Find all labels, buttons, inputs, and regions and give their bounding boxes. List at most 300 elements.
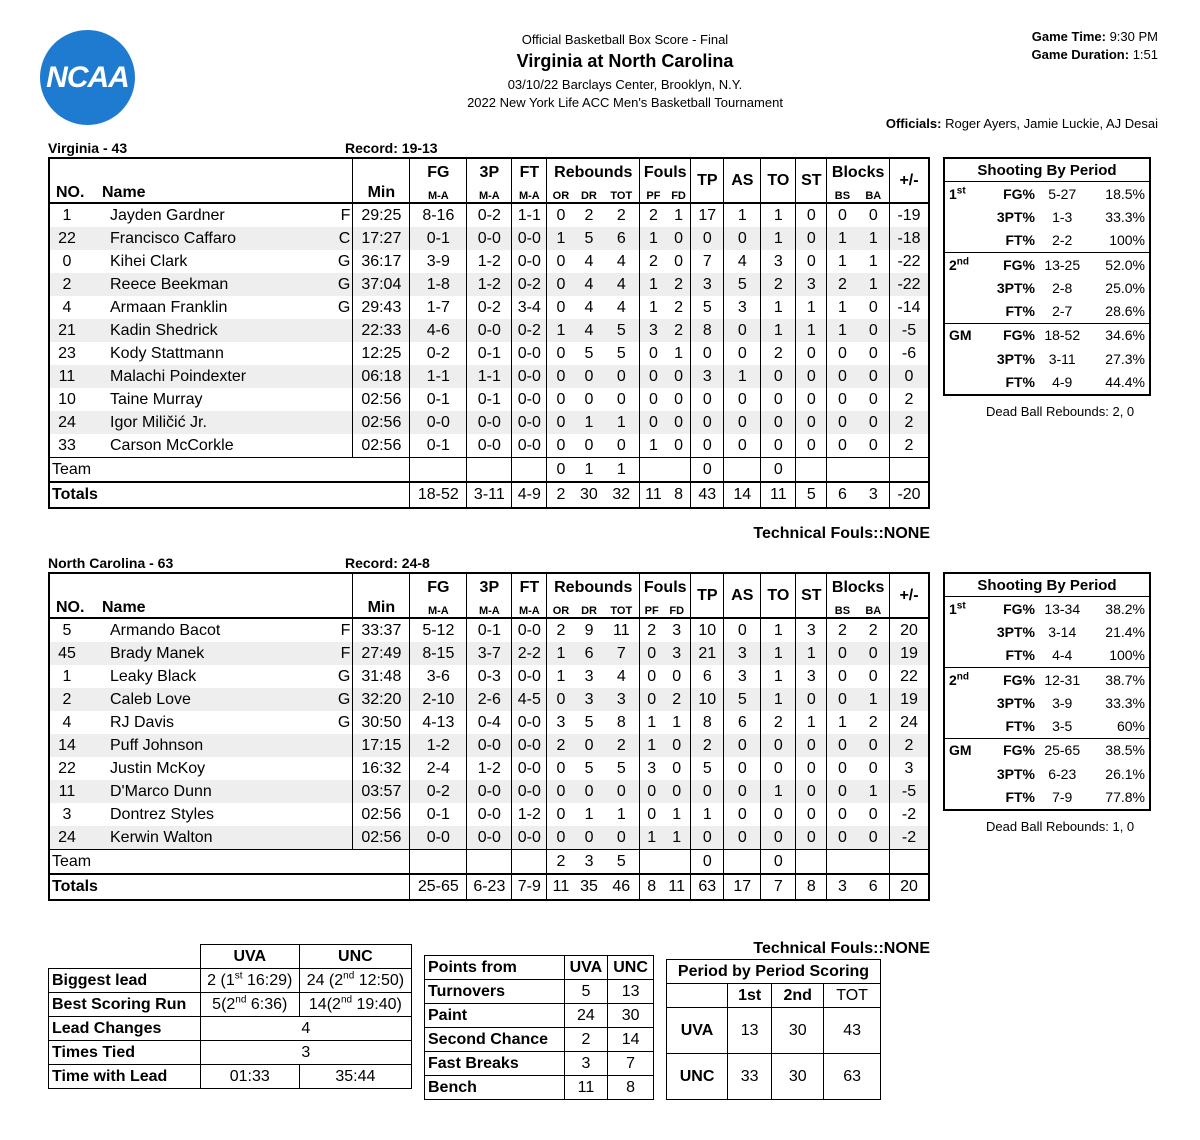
sbp-row xyxy=(944,205,1150,228)
stat-tp: 0 xyxy=(691,434,724,458)
total-fd: 8 xyxy=(667,482,691,508)
stat-fg: 1-2 xyxy=(410,734,467,757)
stat-pf: 1 xyxy=(640,273,667,296)
stat-min: 17:27 xyxy=(353,227,410,250)
player-position: F xyxy=(336,642,353,665)
stat-ba: 0 xyxy=(868,390,878,408)
stat-tot: 1 xyxy=(603,411,639,434)
stat-as: 3 xyxy=(724,296,761,319)
sbp-period: GM xyxy=(949,327,972,344)
stat-ba: 0 xyxy=(858,319,890,342)
total-or: 11 xyxy=(547,874,575,900)
stat-tot: 7 xyxy=(603,642,639,665)
stat-3p: 0-3 xyxy=(467,665,512,688)
stat-to: 2 xyxy=(761,273,796,296)
stat-3p: 2-6 xyxy=(467,688,512,711)
unc-tot: 63 xyxy=(824,1054,881,1100)
stat-pf: 0 xyxy=(640,365,667,388)
stat-bs: 2 xyxy=(827,273,858,296)
player-name: Armaan Franklin xyxy=(110,298,228,316)
player-position xyxy=(336,434,353,458)
stat-pf: 0 xyxy=(640,688,664,711)
stat-as: 0 xyxy=(724,411,761,434)
stat-dr: 5 xyxy=(584,759,594,777)
stat-or: 0 xyxy=(547,688,575,711)
sbp-stat-name: 3PT% xyxy=(996,350,1035,367)
player-name: RJ Davis xyxy=(110,713,175,731)
stat-plus-minus: 2 xyxy=(890,434,930,458)
col-uva: UVA xyxy=(564,956,608,980)
stat-ft: 2-2 xyxy=(512,642,547,665)
totals-label: Totals xyxy=(49,874,410,900)
total-ba: 6 xyxy=(858,874,890,900)
stat-plus-minus: 20 xyxy=(890,618,930,642)
stat-min: 03:57 xyxy=(353,780,410,803)
sbp-percentage: 38.7% xyxy=(1089,667,1150,691)
stat-min: 37:04 xyxy=(353,273,410,296)
label-biggest-lead: Biggest lead xyxy=(49,969,201,993)
stat-as: 0 xyxy=(724,734,761,757)
stat-ba: 0 xyxy=(858,826,890,850)
stat-fg: 0-0 xyxy=(410,411,467,434)
sbp-made-attempted: 25-65 xyxy=(1035,738,1089,762)
stat-tp: 0 xyxy=(691,826,724,850)
stat-3p: 1-2 xyxy=(467,250,512,273)
total-bs: 3 xyxy=(827,874,858,900)
sbp-stat-label xyxy=(944,785,1035,809)
player-name: Francisco Caffaro xyxy=(102,227,336,250)
total-tot: 46 xyxy=(603,874,639,900)
stat-tot: 3 xyxy=(603,688,639,711)
sbp-stat-label xyxy=(944,252,1035,276)
stat-dr: 1 xyxy=(584,805,594,823)
spacer xyxy=(84,296,102,319)
player-name: Igor Miličić Jr. xyxy=(102,411,336,434)
table-row xyxy=(49,826,929,850)
team-tp: 0 xyxy=(691,458,724,483)
player-position: F xyxy=(340,621,351,639)
table-row xyxy=(49,319,929,342)
totals-label: Totals xyxy=(49,482,410,508)
stat-min: 02:56 xyxy=(353,388,410,411)
player-number: 22 xyxy=(49,227,84,250)
column-header: BS xyxy=(827,597,858,618)
label-best-run: Best Scoring Run xyxy=(49,993,201,1017)
stat-tp: 5 xyxy=(691,296,724,319)
player-number: 23 xyxy=(58,344,76,362)
stat-dr: 4 xyxy=(574,319,603,342)
total-tp: 43 xyxy=(691,482,724,508)
stat-dr: 0 xyxy=(574,365,603,388)
sbp-made-attempted: 2-8 xyxy=(1052,279,1073,296)
stat-bs: 0 xyxy=(827,665,858,688)
stat-fg: 1-7 xyxy=(410,296,467,319)
stat-pf: 0 xyxy=(640,803,664,826)
stat-st: 1 xyxy=(796,296,827,319)
spacer xyxy=(84,642,102,665)
uva-2nd: 30 xyxy=(772,1008,824,1054)
stat-3p: 0-0 xyxy=(467,734,512,757)
table-row xyxy=(49,618,929,642)
stat-ft: 0-0 xyxy=(512,618,547,642)
empty-cell xyxy=(890,850,930,875)
stat-st: 3 xyxy=(796,618,827,642)
stat-st: 1 xyxy=(796,711,827,734)
unc-1st: 33 xyxy=(728,1054,772,1100)
technical-fouls xyxy=(753,940,930,958)
table-row xyxy=(49,411,929,434)
stat-as: 0 xyxy=(724,780,761,803)
stat-as: 5 xyxy=(724,688,761,711)
stat-fd: 1 xyxy=(663,826,691,850)
sbp-row xyxy=(944,347,1150,370)
stat-3p: 0-2 xyxy=(467,203,512,227)
col-1st: 1st xyxy=(728,984,772,1008)
stat-to: 1 xyxy=(761,203,796,227)
col-uva: UVA xyxy=(200,945,299,969)
column-header: M-A xyxy=(512,182,547,203)
stat-fg: 1-8 xyxy=(410,273,467,296)
stat-ba: 0 xyxy=(858,734,890,757)
stat-dr: 1 xyxy=(574,411,603,434)
column-header: +/- xyxy=(890,158,930,203)
sbp-made-attempted: 4-9 xyxy=(1052,374,1073,391)
column-header: Fouls xyxy=(640,158,691,182)
sbp-made-attempted: 5-27 xyxy=(1048,185,1077,202)
stat-min: 17:15 xyxy=(353,734,410,757)
ncaa-logo xyxy=(40,30,135,125)
stat-bs: 0 xyxy=(827,388,858,411)
stat-bs: 1 xyxy=(827,711,858,734)
stat-3p: 1-2 xyxy=(467,757,512,780)
stat-dr: 5 xyxy=(584,344,594,362)
stat-pf: 0 xyxy=(640,642,664,665)
stat-min: 22:33 xyxy=(353,319,410,342)
column-header: 3P xyxy=(467,158,512,182)
stat-bs: 0 xyxy=(827,365,858,388)
stat-pf: 0 xyxy=(640,665,664,688)
stat-to: 1 xyxy=(761,688,796,711)
stat-3p: 0-1 xyxy=(467,342,512,365)
player-name: Leaky Black xyxy=(110,667,197,685)
player-position xyxy=(336,319,353,342)
stat-to: 1 xyxy=(761,665,796,688)
total-dr: 30 xyxy=(574,482,603,508)
uva-1st: 13 xyxy=(728,1008,772,1054)
player-number: 4 xyxy=(62,298,72,316)
stat-or: 1 xyxy=(547,319,575,342)
player-number: 45 xyxy=(49,642,84,665)
stat-3p: 0-1 xyxy=(467,618,512,642)
sbp-made-attempted: 3-9 xyxy=(1052,694,1073,711)
stat-bs: 0 xyxy=(827,757,858,780)
stat-as: 0 xyxy=(724,388,761,411)
points-row xyxy=(425,980,654,1004)
stat-fg: 0-2 xyxy=(410,342,467,365)
column-header: PF xyxy=(640,597,664,618)
total-ft: 4-9 xyxy=(512,482,547,508)
stat-ba: 0 xyxy=(868,344,878,362)
sbp-row xyxy=(944,620,1150,643)
empty-cell xyxy=(724,458,761,483)
stat-fd: 0 xyxy=(674,252,683,270)
table-row xyxy=(49,734,929,757)
technical-fouls-text: Technical Fouls::NONE xyxy=(753,525,930,542)
table-row xyxy=(49,203,929,227)
stat-tp: 0 xyxy=(691,780,724,803)
sbp-percentage: 27.3% xyxy=(1105,350,1145,367)
stat-fd: 0 xyxy=(672,667,682,685)
stat-fd: 1 xyxy=(672,805,682,823)
stat-ba: 0 xyxy=(858,411,890,434)
stat-or: 0 xyxy=(547,250,575,273)
player-number: 5 xyxy=(62,621,72,639)
stat-3p: 0-0 xyxy=(467,803,512,826)
stat-ba: 1 xyxy=(858,227,890,250)
stat-st: 0 xyxy=(796,342,827,365)
sbp-made-attempted: 3-5 xyxy=(1052,718,1073,735)
player-position xyxy=(336,388,353,411)
stat-fd: 2 xyxy=(667,319,691,342)
stat-plus-minus: 2 xyxy=(890,411,930,434)
sbp-made-attempted: 2-2 xyxy=(1052,232,1073,249)
stat-to: 1 xyxy=(761,296,796,319)
stat-fd: 0 xyxy=(674,390,683,408)
stat-tp: 6 xyxy=(691,665,724,688)
empty-cell xyxy=(410,458,467,483)
stat-ft: 0-0 xyxy=(512,826,547,850)
sbp-period-suffix: nd xyxy=(956,255,970,267)
stat-ba: 0 xyxy=(868,759,878,777)
totals-row xyxy=(49,482,929,508)
team-row xyxy=(49,458,929,483)
player-number: 10 xyxy=(58,390,76,408)
player-position xyxy=(336,365,353,388)
table-row xyxy=(49,388,929,411)
stat-fd: 0 xyxy=(672,759,682,777)
total-ft: 7-9 xyxy=(512,874,547,900)
stat-bs: 0 xyxy=(827,688,858,711)
table-row xyxy=(49,227,929,250)
stat-dr: 2 xyxy=(584,206,594,224)
sbp-row xyxy=(944,785,1150,809)
sbp-stat-name: FT% xyxy=(1005,789,1035,806)
spacer xyxy=(84,411,102,434)
sbp-stat-name: FG% xyxy=(1003,327,1035,344)
stat-or: 0 xyxy=(547,780,575,803)
spacer xyxy=(84,273,102,296)
player-number: 33 xyxy=(58,436,76,454)
total-tot: 32 xyxy=(603,482,639,508)
stat-ft: 0-0 xyxy=(512,342,547,365)
sbp-stat-label xyxy=(944,762,1035,785)
sbp-percentage: 52.0% xyxy=(1089,252,1150,276)
stat-fg: 0-1 xyxy=(410,388,467,411)
empty-cell xyxy=(858,458,890,483)
sbp-row xyxy=(944,714,1150,738)
stat-fd: 0 xyxy=(667,365,691,388)
stat-ba: 0 xyxy=(868,298,878,316)
stat-ba: 1 xyxy=(858,688,890,711)
sbp-stat-name: FT% xyxy=(1005,374,1035,391)
total-as: 14 xyxy=(724,482,761,508)
stat-min: 36:17 xyxy=(353,250,410,273)
stat-ft: 0-0 xyxy=(512,757,547,780)
total-plus-minus: 20 xyxy=(890,874,930,900)
stat-ba: 0 xyxy=(868,206,878,224)
sbp-percentage: 18.5% xyxy=(1105,185,1145,202)
column-header: FG xyxy=(410,158,467,182)
event-name: 2022 New York Life ACC Men's Basketball Tournament xyxy=(467,95,783,110)
column-header: ST xyxy=(796,573,827,618)
stat-fd: 1 xyxy=(674,344,683,362)
team-tp: 0 xyxy=(691,850,724,875)
empty-cell xyxy=(827,850,858,875)
stat-fg: 4-13 xyxy=(410,711,467,734)
stat-fg: 0-1 xyxy=(410,434,467,458)
stat-bs: 1 xyxy=(827,319,858,342)
stat-ba: 1 xyxy=(858,780,890,803)
column-header: NO. xyxy=(49,158,102,203)
team-to: 0 xyxy=(761,850,796,875)
column-header: FT xyxy=(512,158,547,182)
total-3p: 6-23 xyxy=(467,874,512,900)
stat-st: 0 xyxy=(796,388,827,411)
stat-tot: 5 xyxy=(616,344,626,362)
totals-row xyxy=(49,874,929,900)
stat-ft: 0-2 xyxy=(512,273,547,296)
stat-bs: 0 xyxy=(827,342,858,365)
stat-fg: 5-12 xyxy=(410,618,467,642)
column-header: TP xyxy=(691,158,724,203)
spacer xyxy=(84,365,102,388)
biggest-lead-uva: 2 (1st 16:29) xyxy=(200,969,299,993)
stat-min: 02:56 xyxy=(353,826,410,850)
sbp-made-attempted: 3-14 xyxy=(1048,623,1077,640)
stat-pf: 2 xyxy=(640,203,667,227)
sbp-stat-name: FG% xyxy=(1003,600,1035,617)
spacer xyxy=(84,250,102,273)
stat-to: 1 xyxy=(761,319,796,342)
spacer xyxy=(84,203,102,227)
column-header: ST xyxy=(796,158,827,203)
player-number: 11 xyxy=(49,365,84,388)
stat-3p: 3-7 xyxy=(467,642,512,665)
empty-cell xyxy=(663,850,691,875)
spacer xyxy=(84,434,102,458)
stat-fd: 2 xyxy=(663,688,691,711)
sbp-made-attempted: 3-11 xyxy=(1048,350,1076,367)
total-tp: 63 xyxy=(691,874,724,900)
column-header: FD xyxy=(667,182,691,203)
stat-ft: 1-1 xyxy=(512,203,547,227)
stat-tp: 2 xyxy=(691,734,724,757)
stat-tot: 0 xyxy=(603,365,639,388)
player-position xyxy=(336,342,353,365)
sbp-period-suffix: st xyxy=(956,184,966,196)
sbp-stat-label xyxy=(944,205,1035,228)
stat-st: 0 xyxy=(796,411,827,434)
points-row xyxy=(425,1052,654,1076)
player-name: D'Marco Dunn xyxy=(102,780,336,803)
dead-ball-rebounds: Dead Ball Rebounds: 1, 0 xyxy=(986,819,1135,834)
table-row xyxy=(49,642,929,665)
stat-fg: 8-16 xyxy=(410,203,467,227)
stat-plus-minus: 19 xyxy=(890,688,930,711)
stat-st: 3 xyxy=(796,273,827,296)
stat-ft: 4-5 xyxy=(512,688,547,711)
stat-min: 29:43 xyxy=(353,296,410,319)
stat-plus-minus: -22 xyxy=(890,250,930,273)
stat-fd: 1 xyxy=(674,206,683,224)
sbp-stat-label xyxy=(944,182,1035,206)
stat-ft: 1-2 xyxy=(512,803,547,826)
total-dr: 35 xyxy=(575,874,604,900)
stat-bs: 0 xyxy=(827,203,858,227)
stat-as: 0 xyxy=(724,319,761,342)
points-uva: 24 xyxy=(564,1004,608,1028)
points-title: Points from xyxy=(425,956,565,980)
stat-to: 2 xyxy=(761,711,796,734)
unc-2nd: 30 xyxy=(772,1054,824,1100)
stat-ft: 0-0 xyxy=(512,780,547,803)
player-number: 11 xyxy=(49,780,84,803)
empty-cell xyxy=(890,458,930,483)
stat-dr: 4 xyxy=(584,298,594,316)
column-header: Fouls xyxy=(640,573,691,597)
stat-ft: 0-0 xyxy=(512,365,547,388)
stat-tp: 7 xyxy=(691,250,724,273)
stat-or: 0 xyxy=(547,342,575,365)
stat-tot: 2 xyxy=(603,734,639,757)
player-number: 24 xyxy=(49,826,84,850)
stat-to: 0 xyxy=(761,757,796,780)
team-to: 0 xyxy=(761,458,796,483)
player-position: C xyxy=(336,227,353,250)
stat-fg: 3-9 xyxy=(410,250,467,273)
stat-pf: 3 xyxy=(640,319,667,342)
stat-fd: 0 xyxy=(674,436,683,454)
sbp-stat-name: 3PT% xyxy=(996,694,1035,711)
team-record: Record: 19-13 xyxy=(345,140,438,156)
stat-min: 02:56 xyxy=(353,411,410,434)
points-row xyxy=(425,1028,654,1052)
table-row xyxy=(49,342,929,365)
sbp-period: 2nd xyxy=(949,670,970,688)
table-row xyxy=(49,250,929,273)
column-header: FG xyxy=(410,573,467,597)
sbp-stat-name: 3PT% xyxy=(996,765,1035,782)
stat-3p: 0-0 xyxy=(467,411,512,434)
stat-fd: 0 xyxy=(667,227,691,250)
stat-plus-minus: 22 xyxy=(890,665,930,688)
stat-tp: 10 xyxy=(691,618,724,642)
spacer xyxy=(84,665,102,688)
sbp-period-suffix: st xyxy=(956,599,966,611)
stat-plus-minus: 2 xyxy=(890,734,930,757)
stat-plus-minus: 0 xyxy=(890,365,930,388)
sbp-stat-label xyxy=(944,370,1035,394)
sbp-row xyxy=(944,667,1150,691)
period-scoring-table xyxy=(666,959,881,1100)
stat-ft: 3-4 xyxy=(512,296,547,319)
stat-bs: 0 xyxy=(827,411,858,434)
table-row xyxy=(49,434,929,458)
sbp-stat-name: FG% xyxy=(1003,742,1035,759)
col-2nd: 2nd xyxy=(772,984,824,1008)
player-position xyxy=(336,803,353,826)
stat-dr: 5 xyxy=(574,227,603,250)
